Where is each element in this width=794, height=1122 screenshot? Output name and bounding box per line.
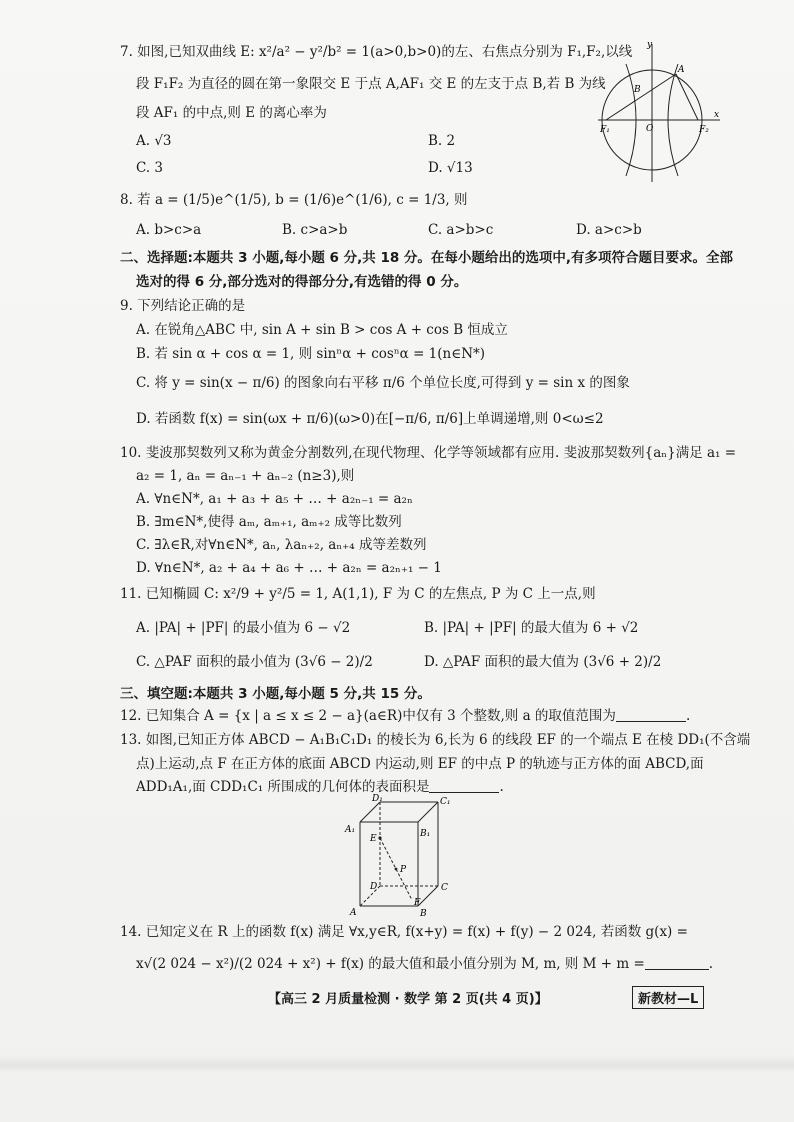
fig7-label-y: y	[647, 40, 653, 50]
q12-answer-blank[interactable]	[616, 707, 686, 722]
fig13-label-b1: B₁	[420, 829, 431, 839]
fig13-label-c: C	[441, 883, 448, 893]
fig7-label-x: x	[714, 110, 720, 120]
q14-line2	[136, 954, 713, 974]
page-footer: 【高三 2 月质量检测 · 数学 第 2 页(共 4 页)】	[268, 992, 548, 1007]
q8-line1: 8. 若 a = (1/5)e^(1/5), b = (1/6)e^(1/6), c = 1/3, 则	[120, 192, 468, 208]
section2-heading-line2: 选对的得 6 分,部分选对的得部分分,有选错的得 0 分。	[136, 274, 468, 290]
fig13-label-p: P	[400, 865, 407, 875]
q9-option-a: A. 在锐角△ABC 中, sin A + sin B > cos A + cos B 恒成立	[136, 322, 508, 338]
fig7-label-f1: F₁	[600, 125, 610, 135]
q7-line1: 7. 如图,已知双曲线 E: x²/a² − y²/b² = 1(a>0,b>0)的左、右焦点分别为 F₁,F₂,以线	[120, 44, 633, 60]
q9-option-b: B. 若 sin α + cos α = 1, 则 sinⁿα + cosⁿα = 1(n∈N*)	[136, 346, 486, 362]
q14-tail: .	[708, 956, 714, 972]
section2-heading-line1: 二、选择题:本题共 3 小题,每小题 6 分,共 18 分。在每小题给出的选项中,有多项符合题目要求。全部	[120, 250, 734, 266]
fig13-label-e: E	[370, 834, 377, 844]
q9-option-d: D. 若函数 f(x) = sin(ωx + π/6)(ω>0)在[−π/6, π/6]上单调递增,则 0<ω≤2	[136, 411, 604, 427]
q11-line1: 11. 已知椭圆 C: x²/9 + y²/5 = 1, A(1,1), F 为 C 的左焦点, P 为 C 上一点,则	[120, 586, 596, 602]
q7-line3: 段 AF₁ 的中点,则 E 的离心率为	[136, 105, 327, 121]
fig7-label-b: B	[634, 85, 641, 95]
q12-tail: .	[685, 708, 691, 724]
q7-option-b: B. 2	[428, 133, 456, 149]
q13-answer-blank[interactable]	[429, 778, 499, 793]
fig13-label-a: A	[350, 908, 357, 918]
q8-option-b: B. c>a>b	[282, 222, 348, 238]
q13-line2: 点)上运动,点 F 在正方体的底面 ABCD 内运动,则 EF 的中点 P 的轨迹与正方体的面 ABCD,面	[136, 756, 704, 772]
q8-option-d: D. a>c>b	[576, 222, 642, 238]
fig13-label-c1: C₁	[440, 797, 451, 807]
q12-line1	[120, 706, 690, 726]
fig13-label-b: B	[420, 909, 427, 919]
q9-stem: 9. 下列结论正确的是	[120, 298, 246, 314]
q7-option-a: A. √3	[136, 133, 172, 149]
q11-option-d: D. △PAF 面积的最大值为 (3√6 + 2)/2	[424, 654, 662, 670]
q11-option-b: B. |PA| + |PF| 的最大值为 6 + √2	[424, 620, 639, 636]
edition-tag: 新教材—L	[632, 986, 704, 1009]
q11-option-a: A. |PA| + |PF| 的最小值为 6 − √2	[136, 620, 351, 636]
q13-line1: 13. 如图,已知正方体 ABCD − A₁B₁C₁D₁ 的棱长为 6,长为 6 的线段 EF 的一个端点 E 在棱 DD₁(不含端	[120, 732, 751, 748]
q12-text: 12. 已知集合 A = {x | a ≤ x ≤ 2 − a}(a∈R)中仅有 3 个整数,则 a 的取值范围为	[120, 708, 616, 724]
fig7-label-o: O	[646, 124, 654, 134]
q7-option-c: C. 3	[136, 160, 164, 176]
fig13-label-a1: A₁	[345, 825, 356, 835]
cube-figure	[342, 794, 480, 920]
fig13-label-d1: D₁	[372, 794, 383, 804]
q11-option-c: C. △PAF 面积的最小值为 (3√6 − 2)/2	[136, 654, 373, 670]
scan-shadow	[0, 1055, 794, 1073]
q9-option-c: C. 将 y = sin(x − π/6) 的图象向右平移 π/6 个单位长度,可得到 y = sin x 的图象	[136, 375, 630, 391]
hyperbola-figure	[596, 36, 724, 186]
q10-option-a: A. ∀n∈N*, a₁ + a₃ + a₅ + … + a₂ₙ₋₁ = a₂ₙ	[136, 491, 413, 507]
q10-line1: 10. 斐波那契数列又称为黄金分割数列,在现代物理、化学等领域都有应用. 斐波那契数列{aₙ}满足 a₁ =	[120, 445, 737, 461]
q8-option-c: C. a>b>c	[428, 222, 494, 238]
q7-line2: 段 F₁F₂ 为直径的圆在第一象限交 E 于点 A,AF₁ 交 E 的左支于点 B,若 B 为线	[136, 76, 606, 92]
q7-option-d: D. √13	[428, 160, 473, 176]
section3-heading: 三、填空题:本题共 3 小题,每小题 5 分,共 15 分。	[120, 686, 431, 702]
q10-line2: a₂ = 1, aₙ = aₙ₋₁ + aₙ₋₂ (n≥3),则	[136, 468, 355, 484]
q13-text: ADD₁A₁,面 CDD₁C₁ 所围成的几何体的表面积是	[136, 779, 430, 795]
q10-option-c: C. ∃λ∈R,对∀n∈N*, aₙ, λaₙ₊₂, aₙ₊₄ 成等差数列	[136, 537, 427, 553]
q10-option-d: D. ∀n∈N*, a₂ + a₄ + a₆ + … + a₂ₙ = a₂ₙ₊₁ − 1	[136, 560, 442, 576]
q10-option-b: B. ∃m∈N*,使得 aₘ, aₘ₊₁, aₘ₊₂ 成等比数列	[136, 514, 402, 530]
q14-line1: 14. 已知定义在 R 上的函数 f(x) 满足 ∀x,y∈R, f(x+y) = f(x) + f(y) − 2 024, 若函数 g(x) =	[120, 924, 688, 940]
fig13-label-f: F	[414, 898, 421, 908]
fig7-label-a: A	[678, 65, 685, 75]
q13-tail: .	[499, 779, 504, 795]
fig13-label-d: D	[370, 882, 378, 892]
q8-option-a: A. b>c>a	[136, 222, 202, 238]
q14-text: x√(2 024 − x²)/(2 024 + x²) + f(x) 的最大值和最小值分别为 M, m, 则 M + m =	[136, 956, 645, 972]
fig7-label-f2: F₂	[699, 125, 709, 135]
q14-answer-blank[interactable]	[645, 955, 709, 970]
